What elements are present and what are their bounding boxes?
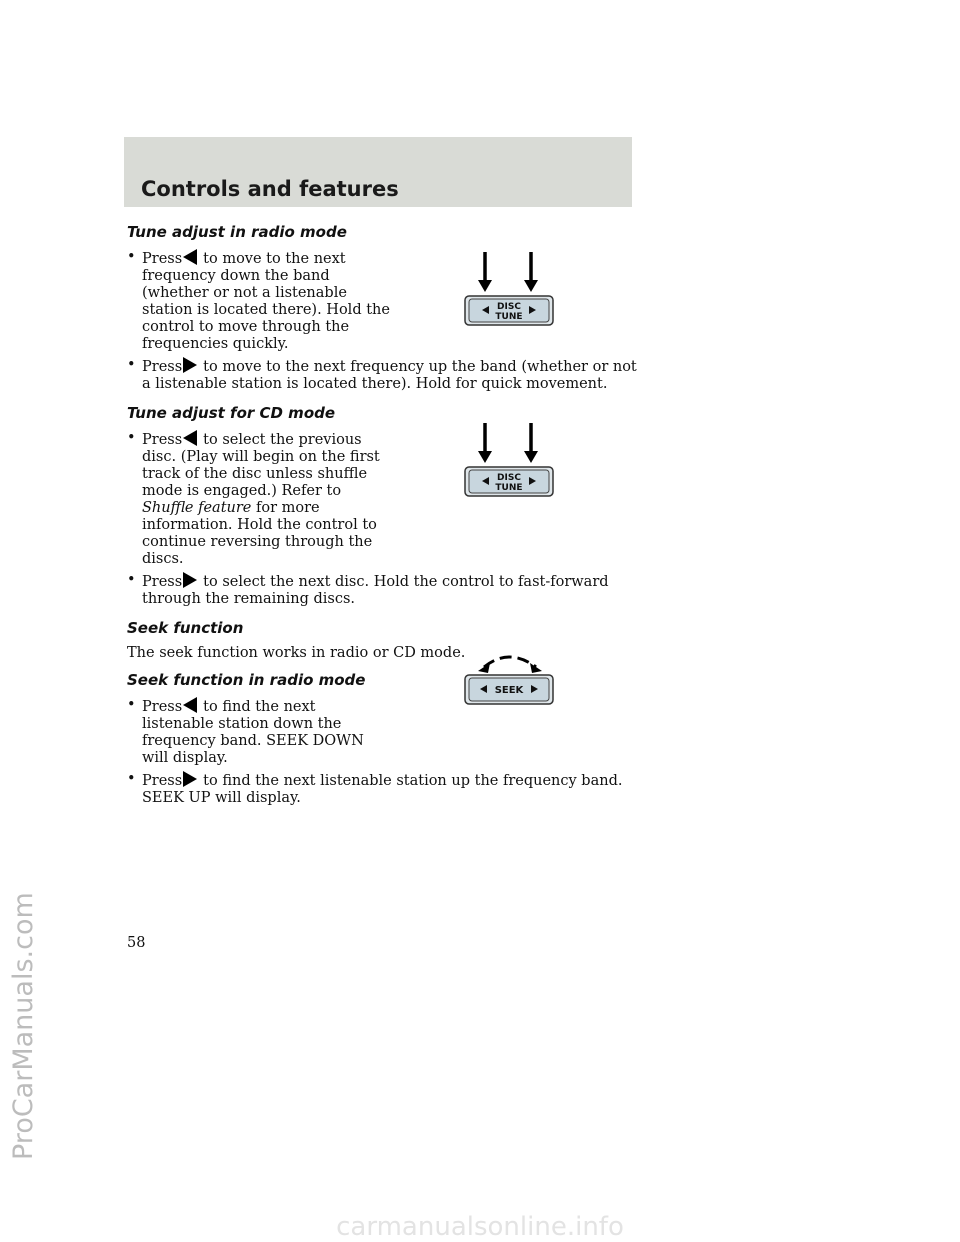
left-arrow-icon	[183, 430, 197, 446]
section-header	[124, 137, 632, 207]
seek-label: SEEK	[494, 685, 524, 696]
bullet-tune-cd-next	[127, 572, 637, 608]
bullet-tune-radio-up	[127, 357, 637, 393]
seek-diagram	[460, 645, 560, 707]
heading-seek-radio: Seek function in radio mode	[127, 671, 366, 689]
heading-seek: Seek function	[127, 619, 244, 637]
bullet-dot: •	[127, 249, 136, 265]
left-arrow-icon	[183, 249, 197, 265]
shuffle-feature-ref: Shuffle feature	[142, 500, 252, 516]
disc-tune-button	[465, 296, 553, 325]
press-word: Press	[142, 359, 183, 375]
press-word: Press	[142, 773, 183, 789]
press-word: Press	[142, 432, 183, 448]
bullet-seek-up	[127, 771, 637, 807]
bullet-dot: •	[127, 430, 136, 446]
bullet-text: to find the next listenable station down the frequency band. SEEK DOWN will display.	[142, 699, 364, 766]
page-title: Controls and features	[141, 177, 399, 201]
right-arrow-icon	[183, 357, 197, 373]
bullet-text: to move to the next frequency down the band (whether or not a listenable station is located there). Hold the control to move through the frequencies quickly.	[142, 251, 390, 352]
bullet-text: to select the next disc. Hold the control to fast-forward through the remaining discs.	[142, 574, 609, 607]
tune-label: TUNE	[495, 312, 523, 322]
curved-double-arrow-icon	[478, 657, 542, 673]
down-arrow-icon	[524, 423, 538, 463]
bullet-dot: •	[127, 771, 136, 787]
disc-label: DISC	[497, 473, 521, 483]
disc-tune-diagram-1	[460, 248, 560, 330]
disc-tune-button	[465, 467, 553, 496]
side-watermark: ProCarManuals.com	[8, 892, 39, 1160]
bullet-text: to find the next listenable station up the frequency band. SEEK UP will display.	[142, 773, 623, 806]
right-arrow-icon	[183, 572, 197, 588]
bullet-dot: •	[127, 572, 136, 588]
down-arrow-icon	[478, 252, 492, 292]
heading-tune-cd: Tune adjust for CD mode	[127, 404, 336, 422]
down-arrow-icon	[478, 423, 492, 463]
bullet-text: to move to the next frequency up the band (whether or not a listenable station is located there). Hold for quick movement.	[142, 359, 637, 392]
page-content	[127, 222, 637, 811]
bullet-dot: •	[127, 357, 136, 373]
page-number: 58	[127, 935, 146, 951]
bullet-seek-down	[127, 697, 390, 767]
down-arrow-icon	[524, 252, 538, 292]
disc-label: DISC	[497, 302, 521, 312]
bullet-text: to select the previous disc. (Play will begin on the first track of the disc unless shuffle mode is engaged.) Refer to	[142, 432, 380, 499]
left-arrow-icon	[183, 697, 197, 713]
disc-tune-diagram-2	[460, 419, 560, 501]
heading-tune-radio: Tune adjust in radio mode	[127, 223, 347, 241]
footer-watermark: carmanualsonline.info	[336, 1212, 624, 1242]
bullet-dot: •	[127, 697, 136, 713]
tune-label: TUNE	[495, 483, 523, 493]
seek-button	[465, 675, 553, 704]
right-arrow-icon	[183, 771, 197, 787]
press-word: Press	[142, 574, 183, 590]
bullet-text: for more information. Hold the control to continue reversing through the discs.	[142, 500, 377, 567]
press-word: Press	[142, 251, 183, 267]
bullet-tune-radio-down	[127, 249, 390, 353]
press-word: Press	[142, 699, 183, 715]
seek-description: The seek function works in radio or CD mode.	[127, 645, 466, 661]
bullet-tune-cd-prev	[127, 430, 390, 568]
